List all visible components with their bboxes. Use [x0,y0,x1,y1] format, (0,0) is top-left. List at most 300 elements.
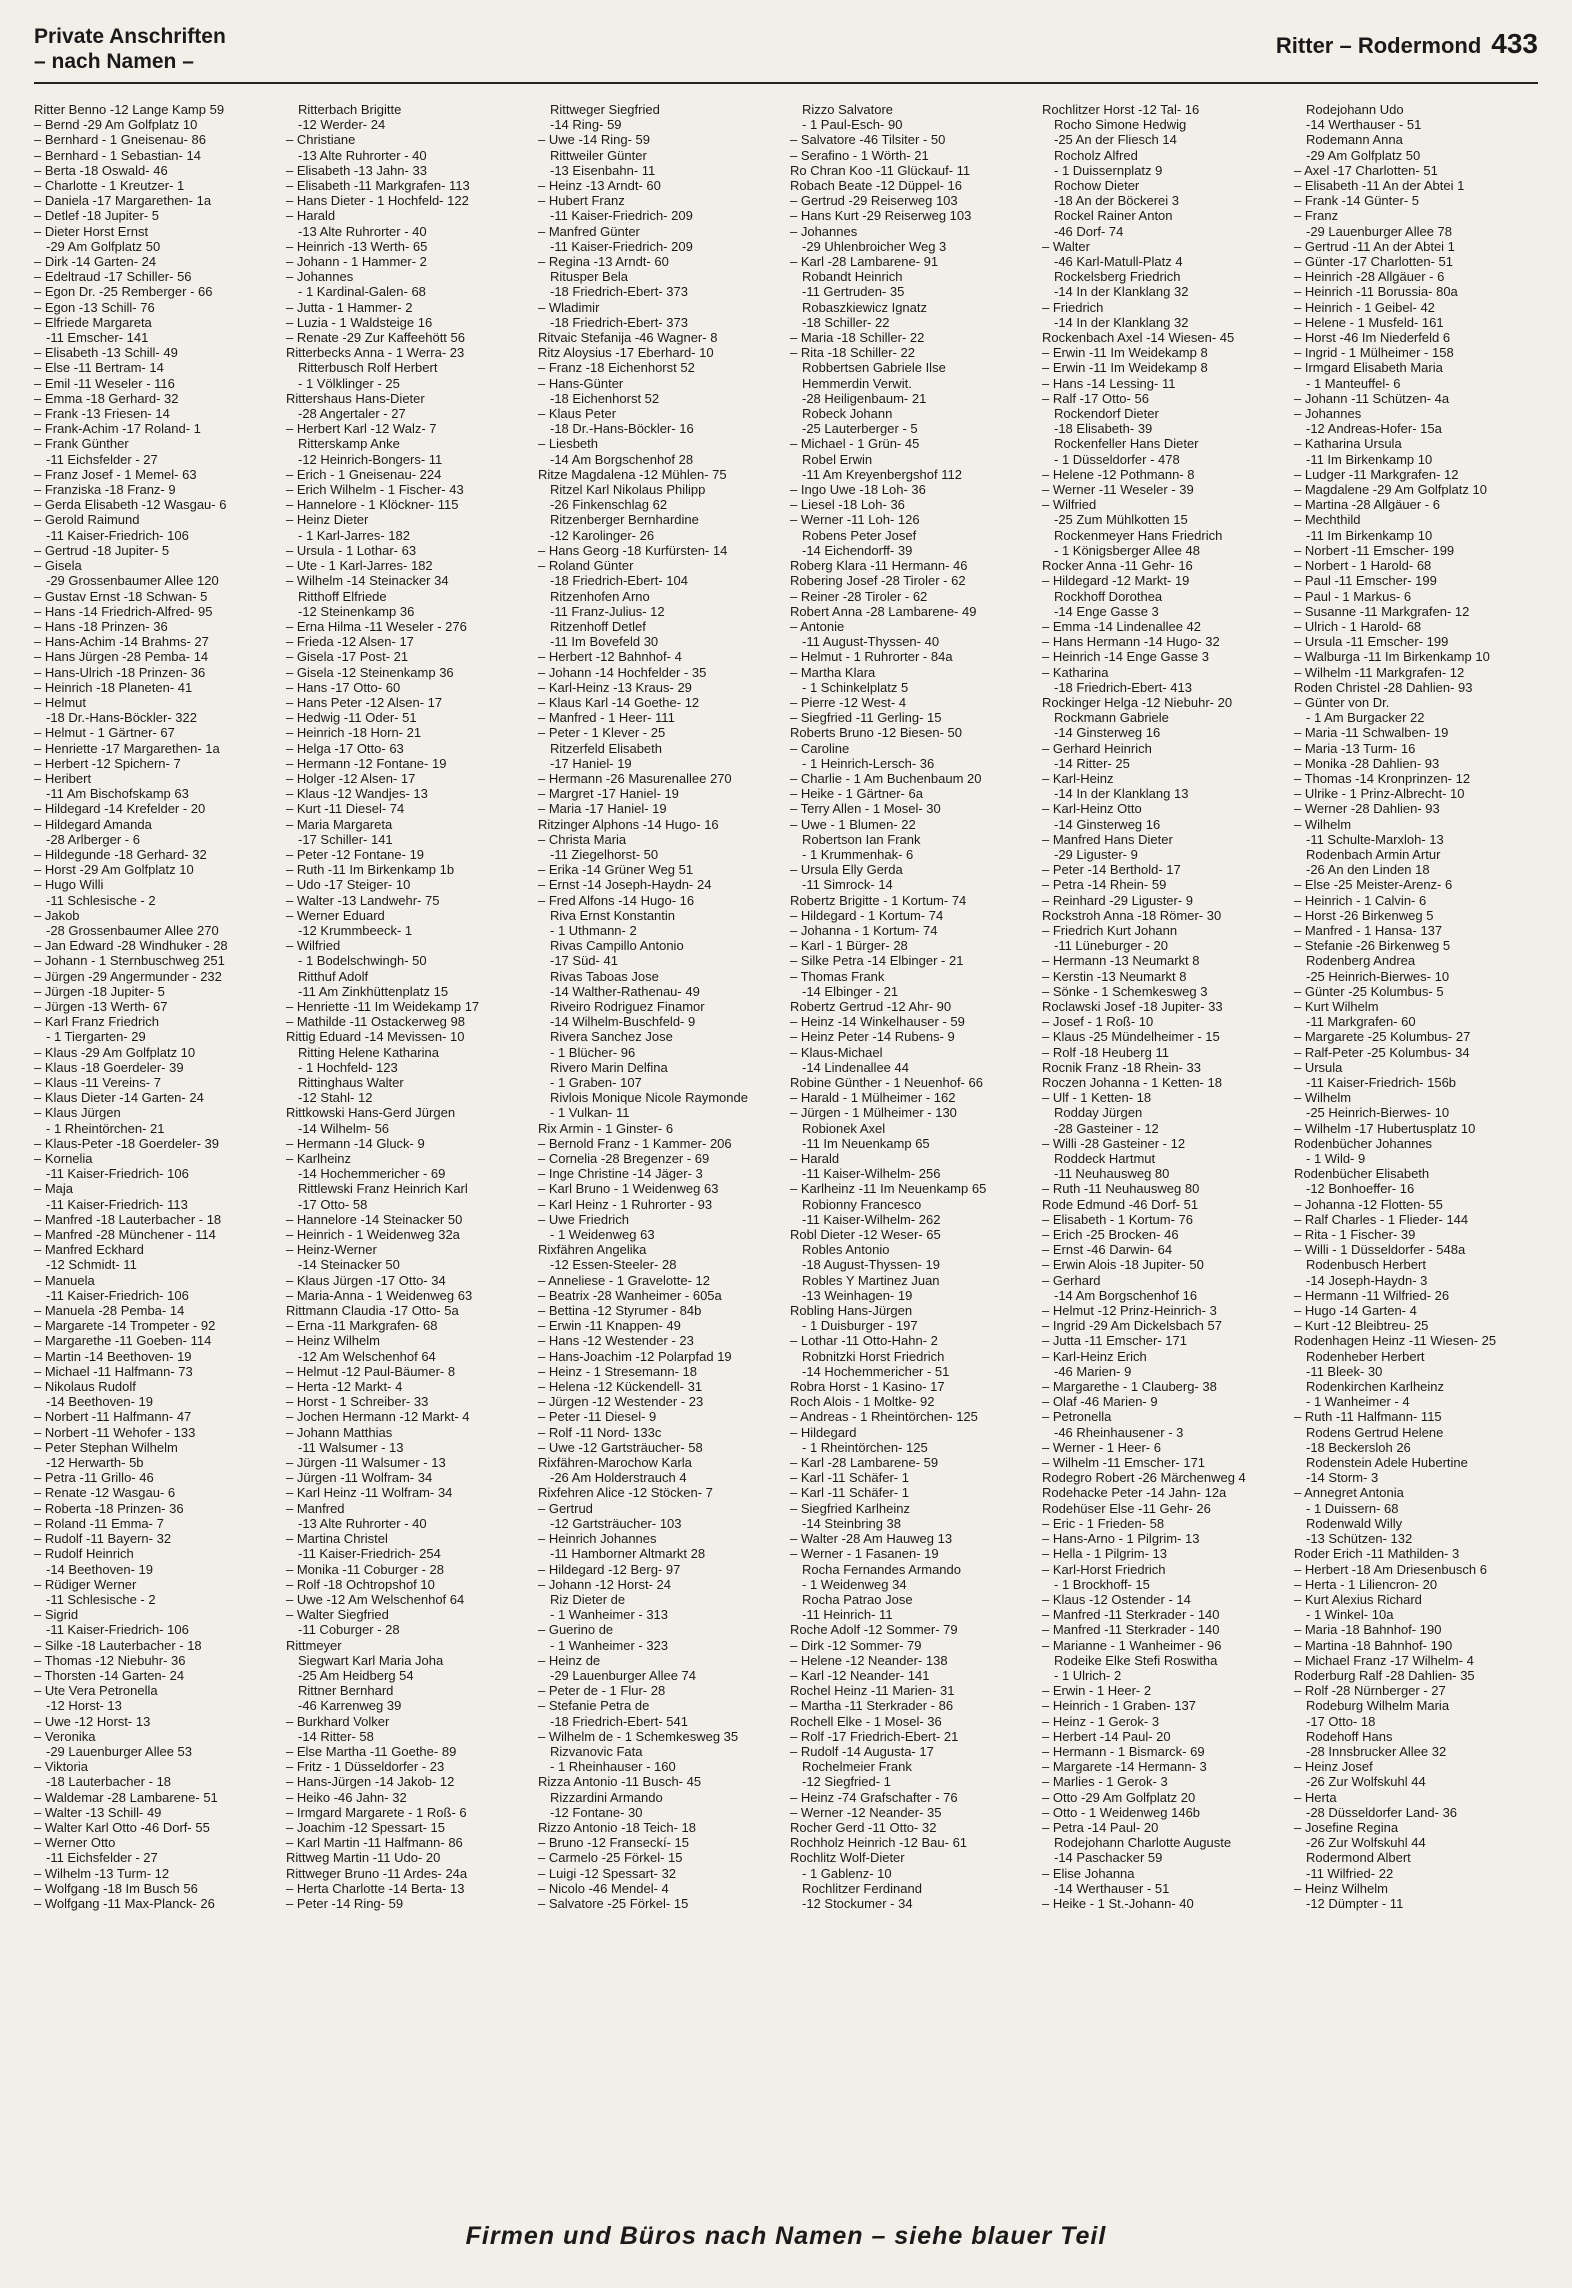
directory-entry: -18 Lauterbacher - 18 [46,1774,172,1790]
directory-entry: -14 Werthauser - 51 [1054,1880,1170,1896]
directory-entry: -28 Düsseldorfer Land- 36 [1306,1804,1458,1820]
directory-entry: – Hans Georg -18 Kurfürsten- 14 [538,542,728,558]
directory-entry: – Wilfried [286,938,341,954]
directory-entry: – Gustav Ernst -18 Schwan- 5 [34,588,208,604]
directory-entry: – Klaus -18 Goerdeler- 39 [34,1059,184,1075]
directory-entry: – Peter Stephan Wilhelm [34,1439,178,1455]
directory-entry: -14 Wilhelm- 56 [298,1120,390,1136]
directory-entry: – Hans Hermann -14 Hugo- 32 [1042,634,1220,650]
directory-entry: – Gisela -17 Post- 21 [286,649,409,665]
directory-entry: – Elise Johanna [1042,1865,1135,1881]
directory-entry: -11 Wilfried- 22 [1306,1865,1394,1881]
directory-entry: – Katharina [1042,664,1109,680]
directory-entry: – Harald [790,1151,840,1167]
directory-entry: – Roberta -18 Prinzen- 36 [34,1500,184,1516]
directory-entry: -11 Ziegelhorst- 50 [550,846,659,862]
directory-entry: - 1 Duissernplatz 9 [1054,162,1163,178]
directory-entry: -25 Heinrich-Bierwes- 10 [1306,1105,1450,1121]
directory-entry: – Wilhelm -14 Steinacker 34 [286,573,449,589]
directory-entry: – Werner - 1 Fasanen- 19 [790,1546,939,1562]
directory-entry: – Erika -14 Grüner Weg 51 [538,862,694,878]
directory-entry: Rodday Jürgen [1054,1105,1143,1121]
directory-entry: – Ernst -14 Joseph-Haydn- 24 [538,877,712,893]
directory-entry: – Herta [1294,1789,1337,1805]
directory-entry: – Erwin Alois -18 Jupiter- 50 [1042,1257,1204,1273]
directory-entry: – Thorsten -14 Garten- 24 [34,1667,185,1683]
directory-entry: -14 Wilhelm-Buschfeld- 9 [550,1014,696,1030]
directory-entry: – Helmut -12 Prinz-Heinrich- 3 [1042,1303,1217,1319]
directory-entry: – Erwin -11 Im Weidekamp 8 [1042,360,1208,376]
directory-entry: – Hermann -14 Gluck- 9 [286,1135,425,1151]
directory-entry: – Wilhelm de - 1 Schemkesweg 35 [538,1728,739,1744]
directory-entry: Rodenkirchen Karlheinz [1306,1379,1445,1395]
directory-entry: – Jürgen - 1 Mülheimer - 130 [790,1105,957,1121]
directory-entry: – Uwe -12 Horst- 13 [34,1713,151,1729]
directory-entry: – Manfred Günter [538,223,640,239]
directory-entry: Rocha Fernandes Armando [802,1561,961,1577]
directory-entry: – Jan Edward -28 Windhuker - 28 [34,938,228,954]
directory-entry: Robnitzki Horst Friedrich [802,1348,945,1364]
directory-entry: – Heinrich -13 Werth- 65 [286,238,428,254]
directory-entry: – Johanna -12 Flotten- 55 [1294,1196,1443,1212]
directory-entry: - 1 Weidenweg 34 [802,1576,907,1592]
directory-entry: – Martina -28 Allgäuer - 6 [1294,497,1440,513]
directory-entry: Rodemann Anna [1306,132,1403,148]
directory-entry: -12 Heinrich-Bongers- 11 [298,451,443,467]
directory-entry: -11 August-Thyssen- 40 [802,634,940,650]
directory-entry: -29 Grossenbaumer Allee 120 [46,573,219,589]
directory-entry: Robl Dieter -12 Weser- 65 [790,1227,941,1243]
directory-entry: – Heinrich - 1 Weidenweg 32a [286,1227,460,1243]
directory-entry: – Klaus Karl -14 Goethe- 12 [538,694,700,710]
directory-entry: – Peter -11 Diesel- 9 [538,1409,657,1425]
directory-entry: – Ingo Uwe -18 Loh- 36 [790,482,926,498]
directory-entry: – Hannelore - 1 Klöckner- 115 [286,497,459,513]
directory-entry: -18 Dr.-Hans-Böckler- 16 [550,421,694,437]
directory-entry: – Peter -12 Fontane- 19 [286,846,425,862]
directory-entry: – Horst -46 Im Niederfeld 6 [1294,330,1451,346]
directory-entry: – Katharina Ursula [1294,436,1402,452]
directory-entry: – Karl - 1 Bürger- 28 [790,938,908,954]
header-rule [34,82,1538,84]
directory-entry: Rivas Campillo Antonio [550,938,684,954]
directory-entry: Rockendorf Dieter [1054,406,1159,422]
directory-entry: – Hedwig -11 Oder- 51 [286,710,417,726]
directory-entry: – Karl-Heinz -13 Kraus- 29 [538,679,692,695]
directory-entry: -17 Süd- 41 [550,953,618,969]
directory-entry: – Johanna - 1 Kortum- 74 [790,922,938,938]
directory-entry: -46 Dorf- 74 [1054,223,1124,239]
directory-entry: – Reiner -28 Tiroler - 62 [790,588,928,604]
directory-entry: – Jürgen -18 Jupiter- 5 [34,983,165,999]
directory-entry: -12 Gartsträucher- 103 [550,1515,682,1531]
directory-entry: – Maja [34,1181,74,1197]
directory-entry: – Ruth -11 Halfmann- 115 [1294,1409,1442,1425]
directory-entry: – Renate -12 Wasgau- 6 [34,1485,176,1501]
directory-entry: -11 Hamborner Altmarkt 28 [550,1546,706,1562]
directory-entry: – Jürgen -13 Werth- 67 [34,998,168,1014]
directory-entry: – Wilhelm [1294,1090,1352,1106]
directory-entry: – Heinrich - 1 Geibel- 42 [1294,299,1435,315]
directory-entry: -12 Horst- 13 [46,1698,122,1714]
directory-entry: - 1 Krummenhak- 6 [802,846,914,862]
directory-entry: Rochlitzer Horst -12 Tal- 16 [1042,102,1200,117]
directory-entry: Ritvaic Stefanija -46 Wagner- 8 [538,330,718,346]
directory-entry: – Maria -13 Turm- 16 [1294,740,1416,756]
directory-entry: – Herta -12 Markt- 4 [286,1379,403,1395]
directory-entry: – Hans -14 Lessing- 11 [1042,375,1176,391]
directory-entry: Robbertsen Gabriele Ilse [802,360,946,376]
directory-entry: – Klaus -11 Vereins- 7 [34,1075,161,1090]
directory-entry: -13 Eisenbahn- 11 [550,162,656,178]
directory-entry: – Heinrich -11 Borussia- 80a [1294,284,1458,300]
directory-entry: Rizzo Salvatore [802,102,894,117]
directory-entry: Ro Chran Koo -11 Glückauf- 11 [790,162,971,178]
directory-entry: Rochlitzer Ferdinand [802,1880,922,1896]
directory-entry: – Wilhelm -11 Markgrafen- 12 [1294,664,1465,680]
directory-entry: – Anneliese - 1 Gravelotte- 12 [538,1272,710,1288]
directory-entry: - 1 Brockhoff- 15 [1054,1576,1150,1592]
directory-entry: – Werner -11 Weseler - 39 [1042,482,1194,498]
directory-entry: -11 Im Birkenkamp 10 [1306,527,1433,543]
directory-entry: – Martha -11 Sterkrader - 86 [790,1698,954,1714]
directory-entry: – Rudolf -14 Augusta- 17 [790,1743,934,1759]
directory-entry: – Karl Bruno - 1 Weidenweg 63 [538,1181,719,1197]
directory-entry: -12 Schmidt- 11 [46,1257,137,1273]
directory-entry: – Reinhard -29 Liguster- 9 [1042,892,1194,908]
directory-entry: -14 Hochemmericher - 69 [298,1166,446,1182]
directory-entry: – Carmelo -25 Förkel- 15 [538,1850,683,1866]
directory-entry: Rix Armin - 1 Ginster- 6 [538,1120,674,1136]
directory-entry: – Harald [286,208,336,224]
directory-entry: Ritzenhofen Arno [550,588,650,604]
directory-entry: – Josefine Regina [1294,1819,1399,1835]
directory-entry: – Jürgen -11 Walsumer - 13 [286,1455,446,1471]
directory-entry: Rodenbach Armin Artur [1306,846,1441,862]
directory-entry: – Eric - 1 Frieden- 58 [1042,1515,1165,1531]
directory-entry: -14 Lindenallee 44 [802,1059,909,1075]
directory-entry: – Werner -12 Neander- 35 [790,1804,942,1820]
directory-entry: Rodejohann Udo [1306,102,1404,117]
directory-entry: – Norbert -11 Emscher- 199 [1294,542,1455,558]
directory-entry: Ritzerfeld Elisabeth [550,740,662,756]
directory-entry: – Heinz Wilhelm [286,1333,380,1349]
directory-entry: Ritzenberger Bernhardine [550,512,699,528]
directory-entry: – Johannes [286,269,354,285]
directory-entry: -14 Ritter- 25 [1054,755,1130,771]
directory-entry: – Dieter Horst Ernst [34,223,149,239]
directory-entry: – Heribert [34,770,92,786]
directory-entry: – Willi -28 Gasteiner - 12 [1042,1135,1186,1151]
directory-entry: – Willi - 1 Düsseldorfer - 548a [1294,1242,1466,1258]
directory-entry: – Wilhelm -13 Turm- 12 [34,1865,170,1881]
directory-entry: – Susanne -11 Markgrafen- 12 [1294,603,1470,619]
directory-entry: -12 Bonhoeffer- 16 [1306,1181,1415,1197]
directory-entry: – Klaus -12 Wandjes- 13 [286,786,428,802]
directory-entry: – Frieda -12 Alsen- 17 [286,634,414,650]
directory-entry: – Irmgard Margarete - 1 Roß- 6 [286,1804,467,1820]
directory-entry: – Fred Alfons -14 Hugo- 16 [538,892,695,908]
directory-entry: Rittweger Bruno -11 Ardes- 24a [286,1865,468,1881]
directory-entry: – Helene -12 Pothmann- 8 [1042,466,1195,482]
directory-entry: – Heinz Wilhelm [1294,1880,1388,1896]
directory-entry: – Walter Siegfried [286,1607,389,1623]
directory-entry: Rittkowski Hans-Gerd Jürgen [286,1105,456,1121]
directory-entry: – Werner Otto [34,1835,116,1851]
directory-entry: – Heinz Peter -14 Rubens- 9 [790,1029,955,1045]
directory-entry: – Johann - 1 Hammer- 2 [286,254,427,270]
directory-entry: – Uwe - 1 Blumen- 22 [790,816,916,832]
directory-entry: -12 Stahl- 12 [298,1090,373,1106]
column-6 [1294,102,1537,2202]
directory-entry: -17 Otto- 58 [298,1196,368,1212]
directory-entry: – Maria-Anna - 1 Weidenweg 63 [286,1287,473,1303]
directory-entry: – Ruth -11 Im Birkenkamp 1b [286,862,455,878]
directory-entry: – Thomas -14 Kronprinzen- 12 [1294,770,1471,786]
directory-entry: – Erwin -11 Im Weidekamp 8 [1042,345,1208,361]
directory-entry: - 1 Rheintörchen- 125 [802,1439,928,1455]
directory-entry: – Helmut [34,694,87,710]
directory-entry: – Herbert Karl -12 Walz- 7 [286,421,437,437]
directory-entry: Siegwart Karl Maria Joha [298,1652,444,1668]
directory-entry: Rockmann Gabriele [1054,710,1169,726]
directory-entry: -14 In der Klanklang 32 [1054,284,1189,300]
directory-entry: Rixfähren-Marochow Karla [538,1455,692,1471]
directory-entry: – Horst -29 Am Golfplatz 10 [34,862,194,878]
directory-entry: – Erich -25 Brocken- 46 [1042,1227,1179,1243]
directory-entry: – Thomas -12 Niebuhr- 36 [34,1652,186,1668]
directory-entry: Robra Horst - 1 Kasino- 17 [790,1379,945,1395]
directory-entry: – Jutta - 1 Hammer- 2 [286,299,413,315]
directory-entry: – Helena -12 Kückendell- 31 [538,1379,703,1395]
directory-entry: – Christiane [286,132,356,148]
directory-entry: Rodenheber Herbert [1306,1348,1425,1364]
directory-entry: – Manuela -28 Pemba- 14 [34,1303,185,1319]
directory-entry: -11 Gertruden- 35 [802,284,905,300]
directory-entry: – Peter -14 Ring- 59 [286,1895,404,1911]
directory-entry: -28 Arlberger - 6 [46,831,140,847]
directory-entry: – Maria -11 Schwalben- 19 [1294,725,1449,741]
directory-entry: Ritterbusch Rolf Herbert [298,360,438,376]
directory-entry: – Horst -26 Birkenweg 5 [1294,907,1434,923]
directory-entry: -13 Alte Ruhrorter - 40 [298,147,427,163]
directory-entry: -12 Stockumer - 34 [802,1895,913,1911]
directory-entry: – Luzia - 1 Waldsteige 16 [286,314,433,330]
directory-entry: – Stefanie -26 Birkenweg 5 [1294,938,1451,954]
directory-entry: – Bernd -29 Am Golfplatz 10 [34,117,198,133]
directory-entry: – Karl -11 Schäfer- 1 [790,1470,909,1486]
directory-entry: -13 Weinhagen- 19 [802,1287,913,1303]
directory-entry: Ritter Benno -12 Lange Kamp 59 [34,102,225,117]
directory-entry: Rockinger Helga -12 Niebuhr- 20 [1042,694,1233,710]
directory-entry: – Hildegard - 1 Kortum- 74 [790,907,944,923]
directory-entry: -12 Dümpter - 11 [1306,1895,1404,1911]
directory-entry: – Viktoria [34,1759,88,1775]
directory-entry: -46 Marien- 9 [1054,1363,1132,1379]
directory-entry: Rochholz Heinrich -12 Bau- 61 [790,1835,968,1851]
column-4 [790,102,1033,2202]
directory-entry: Roclawski Josef -18 Jupiter- 33 [1042,998,1223,1014]
directory-entry: – Ruth -11 Neuhausweg 80 [1042,1181,1200,1197]
directory-entry: -11 Neuhausweg 80 [1054,1166,1170,1182]
directory-entry: – Klaus-Michael [790,1044,883,1060]
directory-entry: – Rudolf Heinrich [34,1546,134,1562]
directory-entry: – Hannelore -14 Steinacker 50 [286,1211,463,1227]
directory-entry: – Liesel -18 Loh- 36 [790,497,905,513]
directory-entry: -11 Kaiser-Friedrich- 156b [1306,1075,1457,1090]
directory-entry: – Guerino de [538,1622,614,1638]
directory-entry: – Johann - 1 Sternbuschweg 251 [34,953,225,969]
directory-entry: – Rita -18 Schiller- 22 [790,345,915,361]
directory-entry: – Hans-Arno - 1 Pilgrim- 13 [1042,1531,1200,1547]
directory-entry: - 1 Düsseldorfer - 478 [1054,451,1180,467]
directory-entry: - 1 Wanheimer - 323 [550,1637,669,1653]
directory-entry: – Walburga -11 Im Birkenkamp 10 [1294,649,1490,665]
directory-entry: Rockel Rainer Anton [1054,208,1173,224]
directory-entry: – Rolf -17 Friedrich-Ebert- 21 [790,1728,959,1744]
directory-entry: – Gerhard Heinrich [1042,740,1152,756]
directory-entry: Rockhoff Dorothea [1054,588,1163,604]
directory-entry: -14 Paschacker 59 [1054,1850,1163,1866]
directory-entry: – Erna Hilma -11 Weseler - 276 [286,618,467,634]
directory-entry: – Regina -13 Arndt- 60 [538,254,669,270]
directory-entry: Rocker Anna -11 Gehr- 16 [1042,558,1193,574]
directory-entry: – Paul -11 Emscher- 199 [1294,573,1437,589]
directory-entry: – Erwin - 1 Heer- 2 [1042,1683,1152,1699]
directory-entry: – Gisela -12 Steinenkamp 36 [286,664,454,680]
directory-entry: – Hermann -12 Fontane- 19 [286,755,447,771]
directory-entry: Hemmerdin Verwit. [802,375,912,391]
directory-entry: – Hermann - 1 Bismarck- 69 [1042,1743,1205,1759]
directory-entry: – Ulf - 1 Ketten- 18 [1042,1090,1152,1106]
directory-entry: – Manuela [34,1272,95,1288]
directory-entry: -13 Alte Ruhrorter - 40 [298,223,427,239]
directory-entry: – Günter -17 Charlotten- 51 [1294,254,1453,270]
directory-entry: – Wilhelm [1294,816,1352,832]
directory-entry: – Hildegard -14 Krefelder - 20 [34,801,206,817]
directory-entry: Rodens Gertrud Helene [1306,1424,1444,1440]
directory-entry: - 1 Karl-Jarres- 182 [298,527,410,543]
directory-entry: – Joachim -12 Spessart- 15 [286,1819,445,1835]
directory-entry: – Hella - 1 Pilgrim- 13 [1042,1546,1167,1562]
directory-entry: – Walter Karl Otto -46 Dorf- 55 [34,1819,210,1835]
directory-entry: -28 Gasteiner - 12 [1054,1120,1159,1136]
directory-entry: Rivas Taboas Jose [550,968,659,984]
directory-entry: -14 Elbinger - 21 [802,983,899,999]
directory-entry: -11 Lüneburger - 20 [1054,938,1168,954]
directory-entry: – Pierre -12 West- 4 [790,694,907,710]
directory-entry: – Marlies - 1 Gerok- 3 [1042,1774,1168,1790]
directory-entry: – Hans-Achim -14 Brahms- 27 [34,634,209,650]
directory-entry: – Erich - 1 Gneisenau- 224 [286,466,442,482]
directory-entry: -11 Markgrafen- 60 [1306,1014,1416,1030]
directory-entry: – Heinrich -14 Enge Gasse 3 [1042,649,1209,665]
directory-entry: – Emma -14 Lindenallee 42 [1042,618,1201,634]
directory-entry: Rivlois Monique Nicole Raymonde [550,1090,748,1106]
directory-entry: – Heinrich - 1 Graben- 137 [1042,1698,1196,1714]
directory-entry: – Margarete -14 Hermann- 3 [1042,1759,1207,1775]
directory-entry: – Annegret Antonia [1294,1485,1404,1501]
directory-entry: – Burkhard Volker [286,1713,390,1729]
directory-entry: -12 Krummbeeck- 1 [298,922,413,938]
directory-entry: – Dirk -14 Garten- 24 [34,254,157,270]
directory-entry: – Werner Eduard [286,907,385,923]
directory-entry: – Karl -28 Lambarene- 59 [790,1455,939,1471]
directory-entry: Ritze Magdalena -12 Mühlen- 75 [538,466,727,482]
directory-entry: Rodehacke Peter -14 Jahn- 12a [1042,1485,1227,1501]
directory-entry: – Bernhard - 1 Gneisenau- 86 [34,132,206,148]
column-3 [538,102,781,2202]
directory-entry: Ritting Helene Katharina [298,1044,439,1060]
directory-entry: – Günter -25 Kolumbus- 5 [1294,983,1444,999]
column-2 [286,102,529,2202]
directory-entry: – Harald - 1 Mülheimer - 162 [790,1090,956,1106]
directory-entry: -13 Schützen- 132 [1306,1531,1413,1547]
directory-entry: -18 Friedrich-Ebert- 413 [1054,679,1192,695]
directory-entry: – Bettina -12 Styrumer - 84b [538,1303,702,1319]
directory-entry: – Irmgard Elisabeth Maria [1294,360,1443,376]
directory-entry: – Ralf Charles - 1 Flieder- 144 [1294,1211,1469,1227]
directory-entry: – Heike - 1 Gärtner- 6a [790,786,923,802]
directory-entry: -26 Am Holderstrauch 4 [550,1470,687,1486]
directory-entry: – Klaus Dieter -14 Garten- 24 [34,1090,204,1106]
directory-entry: – Klaus-Peter -18 Goerdeler- 39 [34,1135,219,1151]
directory-entry: Rittweg Martin -11 Udo- 20 [286,1850,441,1866]
directory-entry: Riz Dieter de [550,1591,626,1607]
directory-entry: – Franz -18 Eichenhorst 52 [538,360,695,376]
directory-entry: – Renate -29 Zur Kaffeehött 56 [286,330,465,346]
directory-entry: – Walter [1042,238,1090,254]
running-head [1276,24,1538,66]
directory-entry: – Werner - 1 Heer- 6 [1042,1439,1161,1455]
directory-entry: – Inge Christine -14 Jäger- 3 [538,1166,703,1182]
directory-entry: – Karlheinz [286,1151,352,1167]
directory-entry: - 1 Manteuffel- 6 [1306,375,1401,391]
directory-entry: – Liesbeth [538,436,598,452]
column-1 [34,102,277,2202]
directory-entry: - 1 Wanheimer - 313 [550,1607,669,1623]
directory-entry: Rockenmeyer Hans Friedrich [1054,527,1223,543]
directory-entry: – Hugo Willi [34,877,104,893]
directory-entry: – Charlotte - 1 Kreutzer- 1 [34,178,185,194]
directory-entry: – Marianne - 1 Wanheimer - 96 [1042,1637,1222,1653]
directory-entry: – Helene - 1 Musfeld- 161 [1294,314,1444,330]
directory-entry: Roder Erich -11 Mathilden- 3 [1294,1546,1460,1562]
directory-entry: – Manfred -18 Lauterbacher - 18 [34,1211,222,1227]
directory-entry: Roden Christel -28 Dahlien- 93 [1294,679,1473,695]
directory-entry: – Olaf -46 Marien- 9 [1042,1394,1158,1410]
directory-entry: – Herbert -14 Paul- 20 [1042,1728,1171,1744]
directory-entry: Rodenhagen Heinz -11 Wiesen- 25 [1294,1333,1497,1349]
directory-entry: – Manfred Eckhard [34,1242,144,1258]
directory-entry: Roddeck Hartmut [1054,1151,1156,1167]
directory-entry: – Ursula -11 Emscher- 199 [1294,634,1449,650]
directory-entry: – Thomas Frank [790,968,885,984]
directory-entry: – Maria Margareta [286,816,393,832]
directory-entry: -11 Kaiser-Friedrich- 106 [46,1166,189,1182]
directory-entry: – Ute - 1 Karl-Jarres- 182 [286,558,433,574]
directory-entry: – Gertrud -18 Jupiter- 5 [34,542,170,558]
directory-entry: - 1 Graben- 107 [550,1075,642,1090]
directory-entry: -14 Am Borgschenhof 16 [1054,1287,1198,1303]
directory-entry: Rocnik Franz -18 Rhein- 33 [1042,1059,1201,1075]
directory-entry: -17 Haniel- 19 [550,755,632,771]
directory-entry: -14 Eichendorff- 39 [802,542,913,558]
directory-entry: – Heinz - 1 Gerok- 3 [1042,1713,1160,1729]
directory-entry: -12 Herwarth- 5b [46,1455,144,1471]
directory-entry: – Charlie - 1 Am Buchenbaum 20 [790,770,982,786]
directory-entry: – Peter de - 1 Flur- 28 [538,1683,666,1699]
